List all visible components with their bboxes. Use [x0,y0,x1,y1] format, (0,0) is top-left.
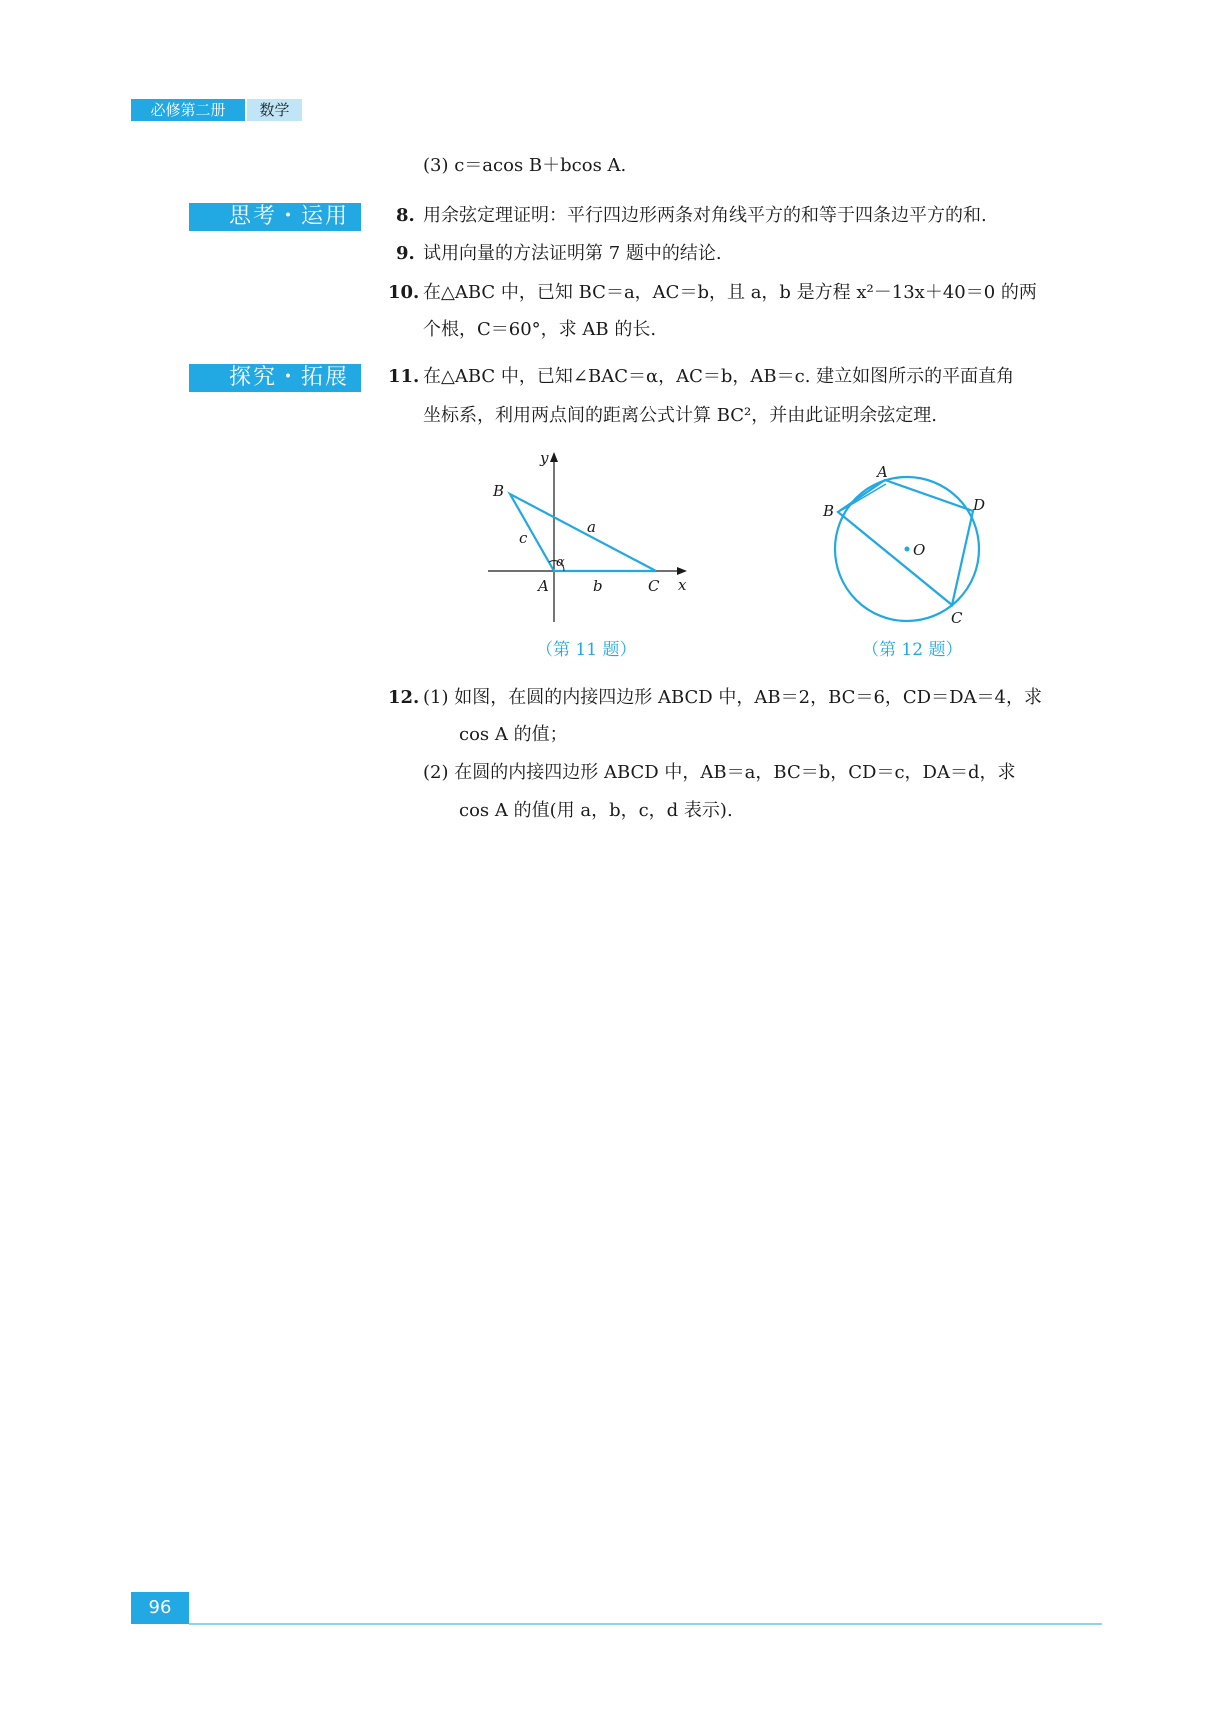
label-vertex-b: B [823,502,835,520]
question-11-text-line2: 坐标系，利用两点间的距离公式计算 BC²，并由此证明余弦定理. [423,405,937,426]
section-label-think-apply: 思考・运用 [189,203,361,231]
label-vertex-c: C [951,609,963,627]
label-side-b: b [593,577,603,595]
page-number: 96 [131,1592,189,1624]
question-12-part1-line1: (1) 如图，在圆的内接四边形 ABCD 中，AB＝2，BC＝6，CD＝DA＝4，求 [423,687,1042,708]
label-side-c: c [519,529,528,547]
question-12-part2-line2: cos A 的值(用 a，b，c，d 表示). [459,800,733,821]
question-12-part2-line1: (2) 在圆的内接四边形 ABCD 中，AB＝a，BC＝b，CD＝c，DA＝d，求 [423,762,1016,783]
y-axis-arrow [550,452,558,462]
label-angle-alpha: α [556,555,565,570]
x-axis-arrow [677,567,687,575]
subject-tab: 数学 [247,99,302,121]
label-vertex-a: A [538,577,549,595]
question-11-number: 11. [388,366,420,387]
question-12-number: 12. [388,687,420,708]
label-vertex-d: D [973,496,986,514]
center-point-o [905,547,910,552]
question-10-text-line2: 个根，C＝60°，求 AB 的长. [423,319,657,340]
figure-11-triangle-coordinate-diagram [480,452,700,622]
label-vertex-b: B [493,482,505,500]
label-y: y [540,452,549,467]
exercise-7-part3: (3) c＝acos B＋bcos A. [423,155,627,176]
section-label-explore-extend: 探究・拓展 [189,364,361,392]
figure-11-caption: （第 11 题） [536,640,637,660]
question-11-text-line1: 在△ABC 中，已知∠BAC＝α，AC＝b，AB＝c. 建立如图所示的平面直角 [423,366,1015,387]
book-volume-tab: 必修第二册 [131,99,245,121]
question-8-number: 8. [396,205,415,226]
figure-12-caption: （第 12 题） [862,640,963,660]
question-10-number: 10. [388,282,420,303]
label-center-o: O [913,541,926,559]
question-8-text: 用余弦定理证明：平行四边形两条对角线平方的和等于四条边平方的和. [423,205,987,226]
question-9-text: 试用向量的方法证明第 7 题中的结论. [423,243,722,264]
label-vertex-a: A [877,463,888,481]
figure-12-cyclic-quadrilateral [818,452,998,630]
diagonal-bc [838,512,952,605]
question-10-text-line1: 在△ABC 中，已知 BC＝a，AC＝b，且 a，b 是方程 x²－13x＋40＝0 的两 [423,282,1037,303]
label-side-a: a [587,518,596,536]
label-x: x [678,576,687,594]
triangle-abc [510,494,656,571]
quadrilateral-abcd [838,480,973,605]
label-vertex-c: C [648,577,660,595]
edge-ab-inner [842,484,886,510]
question-9-number: 9. [396,243,415,264]
question-12-part1-line2: cos A 的值； [459,724,568,745]
footer-rule [189,1623,1102,1625]
